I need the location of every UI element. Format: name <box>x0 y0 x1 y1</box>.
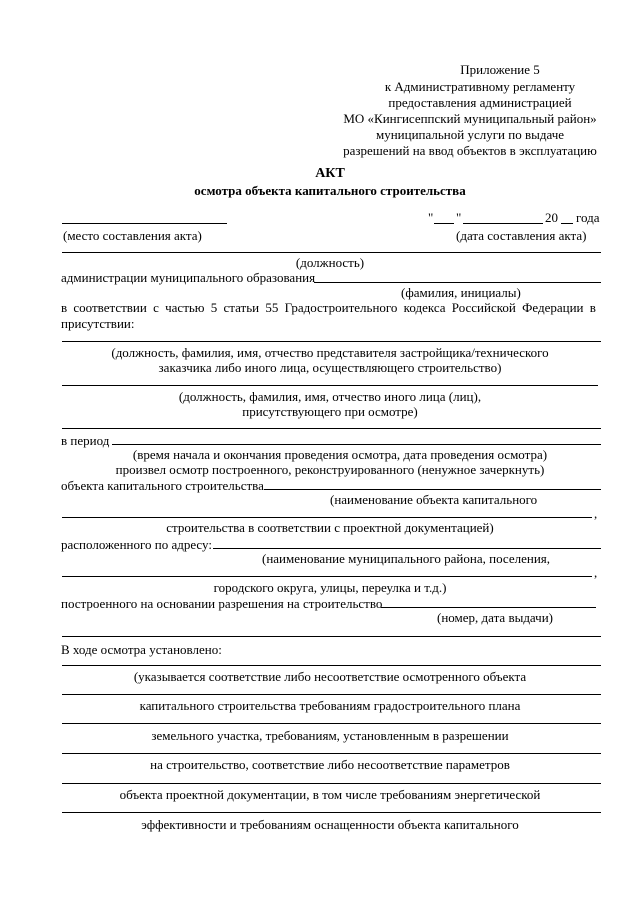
period-caption: (время начала и окончания проведения осмотра, дата проведения осмотра) <box>132 447 548 462</box>
date-day-field[interactable] <box>434 223 454 224</box>
object-field-line[interactable] <box>264 489 601 490</box>
finding-line-6[interactable] <box>62 812 601 813</box>
appendix-line-2: к Административному регламенту <box>384 79 576 94</box>
object-field-line-2[interactable] <box>62 517 592 518</box>
document-title: АКТ <box>315 166 345 181</box>
administration-label: администрации муниципального образования <box>61 270 316 285</box>
finding-caption-5: объекта проектной документации, в том числе требованиям энергетической <box>119 787 541 802</box>
finding-line-5[interactable] <box>62 783 601 784</box>
accordance-text: в соответствии с частью 5 статьи 55 Градостроительного кодекса Российской Федерации в <box>61 300 596 315</box>
date-year-suffix: года <box>576 210 600 225</box>
finding-caption-1: (указывается соответствие либо несоответствие осмотренного объекта <box>133 669 527 684</box>
appendix-line-5: муниципальной услуги по выдаче <box>375 127 565 142</box>
address-comma: , <box>594 565 598 580</box>
other-persons-field-line[interactable] <box>62 385 598 386</box>
established-label: В ходе осмотра установлено: <box>61 642 222 657</box>
address-field-line[interactable] <box>213 548 601 549</box>
finding-caption-6: эффективности и требованиям оснащенности объекта капитального <box>141 817 519 832</box>
other-persons-field-line-2[interactable] <box>62 428 601 429</box>
date-caption: (дата составления акта) <box>456 228 587 243</box>
other-caption-1: (должность, фамилия, имя, отчество иного лица (лиц), <box>178 389 482 404</box>
permit-field-line[interactable] <box>381 607 596 608</box>
permit-label: построенного на основании разрешения на строительство <box>61 596 383 611</box>
permit-caption: (номер, дата выдачи) <box>437 610 554 625</box>
other-caption-2: присутствующего при осмотре) <box>242 404 418 419</box>
developer-caption-1: (должность, фамилия, имя, отчество представителя застройщика/технического <box>111 345 549 360</box>
date-year-field[interactable] <box>561 223 573 224</box>
finding-line-4[interactable] <box>62 753 601 754</box>
date-quote-open: " <box>428 210 434 225</box>
finding-caption-3: земельного участка, требованиям, установленным в разрешении <box>151 728 509 743</box>
place-caption: (место составления акта) <box>63 228 202 243</box>
object-caption-2: строительства в соответствии с проектной документацией) <box>166 520 494 535</box>
appendix-line-6: разрешений на ввод объектов в эксплуатацию <box>343 143 597 158</box>
document-subtitle: осмотра объекта капитального строительства <box>194 183 466 198</box>
address-caption-2: городского округа, улицы, переулка и т.д.) <box>213 580 447 595</box>
permit-field-line-2[interactable] <box>62 636 601 637</box>
inspected-text: произвел осмотр построенного, реконструированного (ненужное зачеркнуть) <box>115 462 545 477</box>
finding-line-3[interactable] <box>62 723 601 724</box>
appendix-line-3: предоставления администрацией <box>388 95 572 110</box>
finding-line-1[interactable] <box>62 665 601 666</box>
date-month-field[interactable] <box>463 223 543 224</box>
object-caption-1: (наименование объекта капитального <box>330 492 538 507</box>
position-field-line[interactable] <box>62 252 601 253</box>
position-caption: (должность) <box>295 255 365 270</box>
presence-text: присутствии: <box>61 316 135 331</box>
appendix-line-1: Приложение 5 <box>460 62 540 77</box>
finding-line-2[interactable] <box>62 694 601 695</box>
date-year-prefix: 20 <box>545 210 558 225</box>
administration-field-line[interactable] <box>314 282 601 283</box>
finding-caption-4: на строительство, соответствие либо несоответствие параметров <box>150 757 510 772</box>
appendix-line-4: МО «Кингисеппский муниципальный район» <box>343 111 597 126</box>
address-field-line-2[interactable] <box>62 576 592 577</box>
address-caption-1: (наименование муниципального района, поселения, <box>262 551 550 566</box>
address-label: расположенного по адресу: <box>61 537 212 552</box>
object-comma: , <box>594 506 598 521</box>
finding-caption-2: капитального строительства требованиям градостроительного плана <box>139 698 521 713</box>
developer-caption-2: заказчика либо иного лица, осуществляющего строительство) <box>158 360 502 375</box>
developer-field-line[interactable] <box>62 341 601 342</box>
period-field-line[interactable] <box>112 444 601 445</box>
date-quote-close: " <box>456 210 462 225</box>
period-label: в период <box>61 433 110 448</box>
place-field-line[interactable] <box>62 223 227 224</box>
object-label: объекта капитального строительства <box>61 478 264 493</box>
name-caption: (фамилия, инициалы) <box>401 285 521 300</box>
